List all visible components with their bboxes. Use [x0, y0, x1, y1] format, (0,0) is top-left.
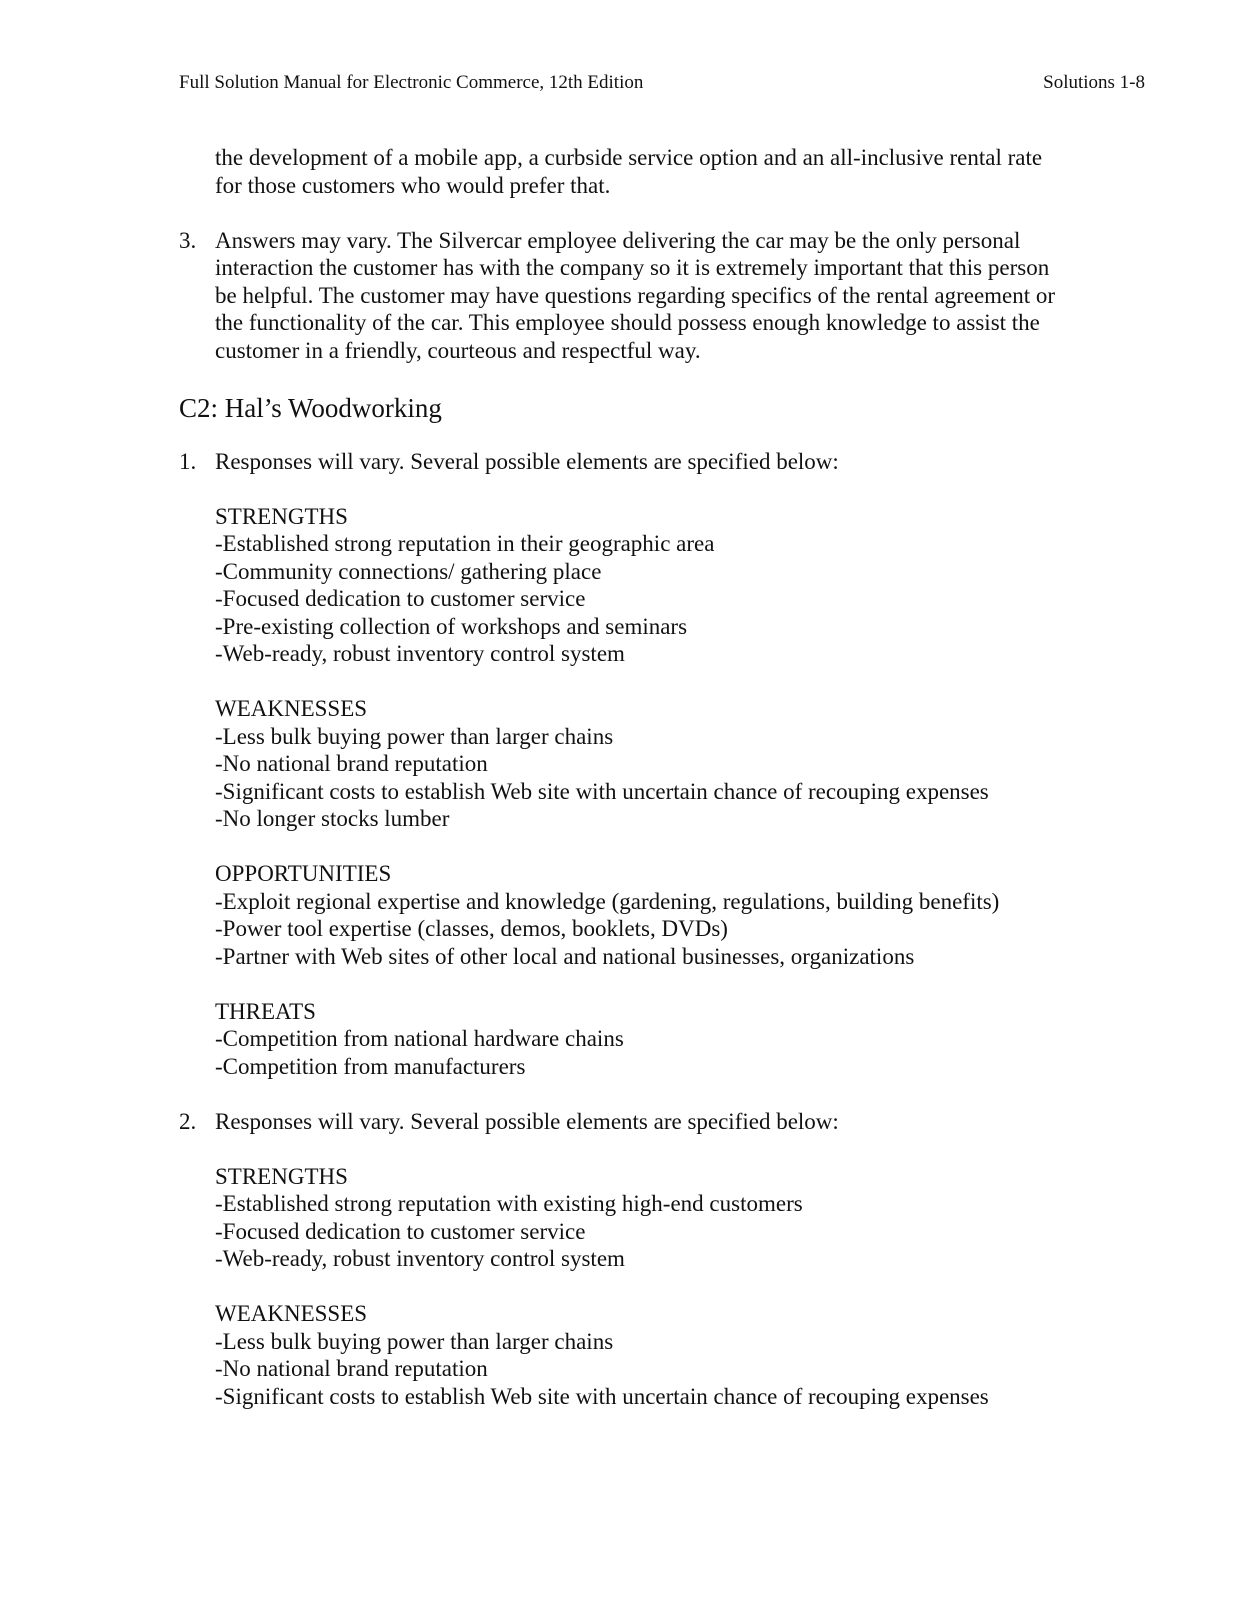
section-heading: C2: Hal’s Woodworking — [179, 392, 442, 423]
question-2 — [179, 1108, 1059, 1136]
swot-item: -Less bulk buying power than larger chains — [215, 1328, 614, 1354]
q1-opportunities — [179, 860, 1059, 970]
swot-title: WEAKNESSES — [215, 1301, 368, 1326]
swot-item: -No national brand reputation — [215, 751, 488, 776]
swot-item: -Competition from national hardware chains — [215, 1026, 624, 1051]
question-1 — [179, 448, 1059, 476]
swot-item: -Established strong reputation in their geographic area — [215, 531, 715, 556]
swot-item: -Significant costs to establish Web site with uncertain chance of recouping expenses — [215, 778, 989, 804]
q1-strengths — [179, 503, 1059, 668]
item-number: 1. — [179, 448, 197, 474]
swot-item: -No national brand reputation — [215, 1356, 488, 1381]
swot-item: -Exploit regional expertise and knowledge (gardening, regulations, building benefits) — [215, 888, 1000, 914]
q2-strengths — [179, 1163, 1059, 1273]
swot-item: -Focused dedication to customer service — [215, 586, 586, 611]
swot-title: STRENGTHS — [215, 503, 348, 529]
swot-item: -Power tool expertise (classes, demos, booklets, DVDs) — [215, 916, 728, 941]
q1-weaknesses — [179, 695, 1059, 833]
swot-item: -Less bulk buying power than larger chains — [215, 723, 614, 749]
item-number: 3. — [179, 227, 197, 253]
swot-title: WEAKNESSES — [215, 696, 368, 721]
item-number: 2. — [179, 1108, 197, 1134]
continuation-paragraph: the development of a mobile app, a curbside service option and an all-inclusive rental rate for those customers who would prefer that. — [215, 145, 1043, 198]
swot-item: -No longer stocks lumber — [215, 806, 450, 831]
header-page-number: Solutions 1-8 — [1043, 72, 1145, 93]
swot-title: OPPORTUNITIES — [215, 861, 392, 886]
answer-item-3 — [179, 227, 1059, 365]
item-text: Answers may vary. The Silvercar employee delivering the car may be the only personal interaction the customer has with the company so it is extremely important that this person be helpful. The customer may have questions regarding specifics of the rental agreement or the functionality of the car. This employee should possess enough knowledge to assist the customer in a friendly, courteous and respectful way. — [215, 227, 1056, 363]
header-title: Full Solution Manual for Electronic Commerce, 12th Edition — [179, 72, 644, 93]
item-intro: Responses will vary. Several possible elements are specified below: — [215, 448, 839, 474]
swot-title: STRENGTHS — [215, 1163, 348, 1189]
document-body — [179, 144, 1059, 1438]
swot-item: -Community connections/ gathering place — [215, 558, 602, 584]
swot-item: -Focused dedication to customer service — [215, 1218, 586, 1244]
swot-item: -Web-ready, robust inventory control system — [215, 641, 625, 666]
q1-threats — [179, 998, 1059, 1081]
swot-item: -Web-ready, robust inventory control system — [215, 1246, 625, 1271]
swot-item: -Established strong reputation with existing high-end customers — [215, 1191, 803, 1216]
q2-weaknesses — [179, 1300, 1059, 1410]
swot-item: -Partner with Web sites of other local and national businesses, organizations — [215, 943, 915, 969]
swot-item: -Significant costs to establish Web site with uncertain chance of recouping expenses — [215, 1383, 989, 1409]
swot-item: -Pre-existing collection of workshops and seminars — [215, 613, 688, 639]
item-intro: Responses will vary. Several possible elements are specified below: — [215, 1108, 839, 1134]
swot-item: -Competition from manufacturers — [215, 1053, 526, 1079]
swot-title: THREATS — [215, 998, 316, 1024]
page-header — [179, 71, 1145, 95]
